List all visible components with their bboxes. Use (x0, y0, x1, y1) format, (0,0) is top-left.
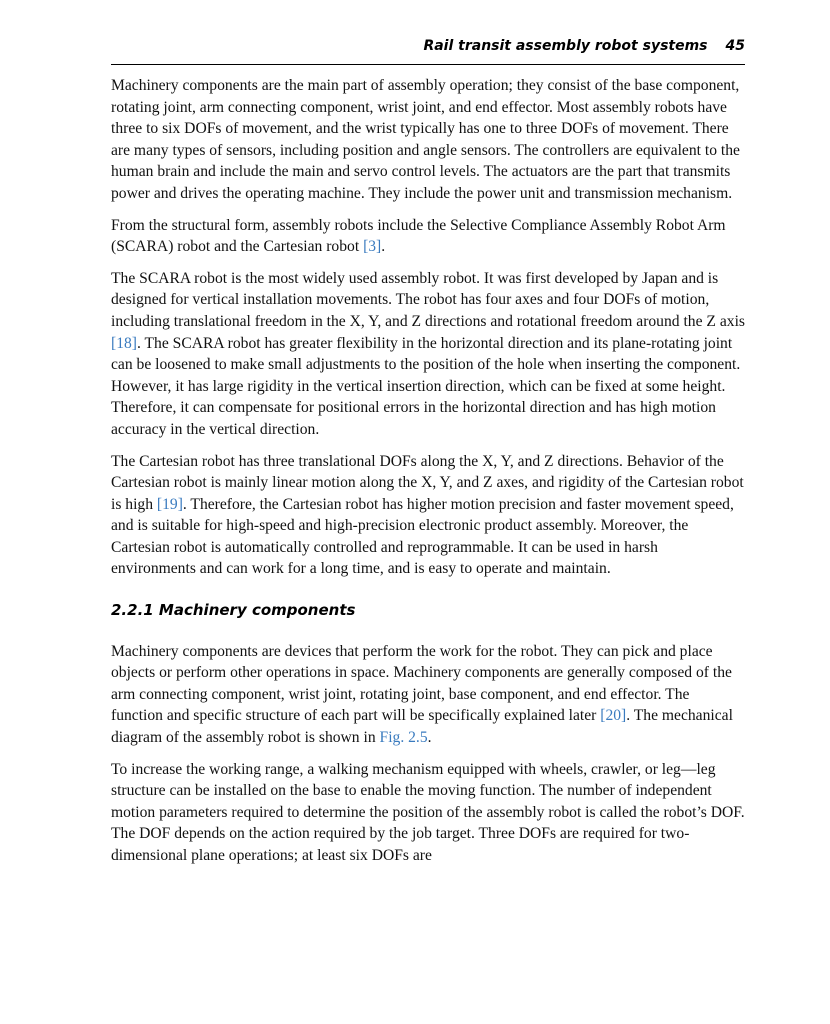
figure-link[interactable]: Fig. 2.5 (379, 729, 428, 747)
citation-link[interactable]: [19] (156, 495, 183, 513)
section-heading: 2.2.1 Machinery components (111, 601, 356, 620)
paragraph-text: . (427, 729, 432, 747)
citation-link[interactable]: [20] (600, 707, 627, 725)
paragraph-text: From the structural form, assembly robots include the Selective Compliance Assembly Robot Arm (SCARA) robot and the Cartesian robot (111, 216, 726, 256)
running-head (111, 38, 745, 65)
paragraph-text: . (381, 238, 386, 256)
paragraph-text: Machinery components are the main part of assembly operation; they consist of the base component, rotating joint, arm connecting component, wrist joint, and end effector. Most assembly robots have three to six DOFs of movement, and the wrist typically has one to three DOFs of movement. There are many types of sensors, including position and angle sensors. The controllers are equivalent to the human brain and include the main and servo control levels. The actuators are the part that transmits power and drives the operating machine. They include the power unit and transmission mechanism. (111, 77, 740, 202)
citation-link[interactable]: [3] (363, 238, 382, 256)
paragraph-text: Machinery components are devices that perform the work for the robot. They can pick and place objects or perform other operations in space. Machinery components are generally composed of the arm connecting component, wrist joint, rotating joint, base component, and end effector. The function and specific structure of each part will be specifically explained later (111, 642, 732, 725)
paragraph (111, 451, 745, 581)
page-number: 45 (725, 38, 745, 54)
paragraph (111, 759, 745, 867)
paragraph (111, 268, 745, 441)
paragraph-text: . The SCARA robot has greater flexibility in the horizontal direction and its plane-rotating joint can be loosened to make small adjustments to the position of the hole when inserting the component. However, it has large rigidity in the vertical insertion direction, which can be fixed at some height. Therefore, it can compensate for positional errors in the horizontal direction and has high motion accuracy in the vertical direction. (111, 334, 741, 438)
paragraph (111, 215, 745, 258)
citation-link[interactable]: [18] (111, 334, 137, 352)
paragraph (111, 641, 745, 749)
paragraph-text: . The mechanical diagram of the assembly robot is shown in (111, 707, 733, 747)
paragraph-text: To increase the working range, a walking mechanism equipped with wheels, crawler, or leg—leg structure can be installed on the base to enable the moving function. The number of independent motion parameters required to determine the position of the assembly robot is called the robot’s DOF. The DOF depends on the action required by the job target. Three DOFs are required for two-dimensional plane operations; at least six DOFs are (111, 760, 745, 864)
paragraph (111, 75, 745, 205)
paragraph-text: The Cartesian robot has three translational DOFs along the X, Y, and Z directions. Behavior of the Cartesian robot is mainly linear motion along the X, Y, and Z axes, and rigidity of the Cartesian robot is high (111, 452, 744, 513)
body-text (111, 75, 745, 877)
paragraph-text: . Therefore, the Cartesian robot has higher motion precision and faster movement speed, and is suitable for high-speed and high-precision electronic product assembly. Moreover, the Cartesian robot is automatically controlled and reprogrammable. It can be used in harsh environments and can work for a long time, and is easy to operate and maintain. (111, 495, 734, 578)
running-head-title: Rail transit assembly robot systems (423, 38, 708, 54)
paragraph-text: The SCARA robot is the most widely used assembly robot. It was first developed by Japan and is designed for vertical installation movements. The robot has four axes and four DOFs of motion, including translational freedom in the X, Y, and Z directions and rotational freedom around the Z axis (111, 269, 745, 330)
